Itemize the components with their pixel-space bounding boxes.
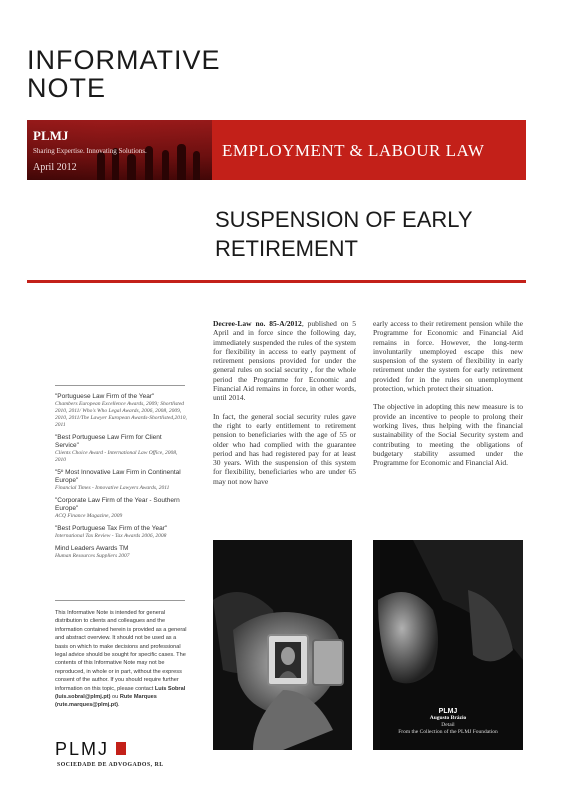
artist-name: Augusto Brázio	[429, 715, 467, 721]
contact-link[interactable]: Luís Sobral (luis.sobral@plmj.pt)	[55, 685, 186, 701]
award-item	[55, 545, 187, 560]
body-column-left	[213, 319, 356, 495]
section-title: EMPLOYMENT & LABOUR LAW	[222, 141, 485, 160]
body-paragraph: early access to their retirement pension while the Programme for Economic and Financial Aid remains in force. However, the long-term involuntarily unemployed escape this new suspension of the system of flexibility in early retirement under the system for early retirement provided for in the rules on unemployment protection, which protect their situation.	[373, 319, 523, 394]
contact-link[interactable]: Rute Marques (rute.marques@plmj.pt)	[55, 694, 157, 709]
award-item	[55, 525, 187, 540]
document-title-line2: RETIREMENT	[215, 236, 358, 261]
body-paragraph	[213, 319, 356, 403]
sidebar-divider	[55, 600, 185, 601]
award-source: Clients Choice Award - International Law Office, 2008, 2010	[55, 450, 178, 463]
note-header-line1: INFORMATIVE	[27, 45, 221, 75]
award-name: Mind Leaders Awards TM	[55, 545, 129, 552]
award-source: International Tax Review - Tax Awards 2006, 2008	[55, 533, 167, 539]
photo-hands-portrait	[213, 540, 352, 750]
award-name: "Best Portuguese Tax Firm of the Year"	[55, 525, 168, 532]
body-paragraph: The objective in adopting this new measure is to provide an incentive to people to prolong their working lives, thus helping with the financial sustainability of the Social Security system and contributing to meeting the obligations of budgetary stability assumed under the Programme for Economic and Financial Aid.	[373, 402, 523, 468]
document-title-line1: SUSPENSION OF EARLY	[215, 207, 473, 232]
award-name: "5º Most Innovative Law Firm in Continental Europe"	[55, 469, 181, 484]
disclaimer-text: This Informative Note is intended for general distribution to clients and colleagues and the information contained herein is provided as a general and abstract overview. It should not be used as a basis on which to make decisions and professional legal advice should be sought for specific cases. The contents of this Informative Note may not be reproduced, in whole or in part, without the express consent of the author. If you should require further information on this topic, please contact	[55, 610, 187, 692]
award-source: Human Resources Suppliers 2007	[55, 553, 130, 559]
paragraph-text: , published on 5 April and in force since the following day, immediately suspended the rules of the system for flexibility in access to early payment of retirement pensions provided for under the general rules on social security , for the whole period the Programme for Economic and Financial Aid remains in force, in other words, until 2014.	[213, 319, 356, 403]
firm-subtitle: SOCIEDADE DE ADVOGADOS, RL	[57, 762, 164, 768]
body-column-right	[373, 319, 523, 476]
award-item	[55, 469, 187, 492]
logo-square	[116, 742, 126, 755]
photo-credit	[373, 708, 523, 736]
note-header-line2: NOTE	[27, 73, 107, 103]
award-source: Financial Times - Innovative Lawyers Awards, 2011	[55, 485, 170, 491]
award-source: ACQ Finance Magazine, 2009	[55, 513, 123, 519]
note-header	[27, 46, 221, 102]
award-item	[55, 434, 187, 464]
award-item	[55, 393, 187, 429]
title-divider	[27, 280, 526, 283]
plmj-foundation-logo: PLMJ	[438, 708, 458, 715]
awards-list	[55, 393, 187, 565]
award-item	[55, 497, 187, 520]
sidebar-divider	[55, 385, 185, 386]
disclaimer-joiner: ou	[110, 694, 120, 701]
plmj-logo: PLMJ	[55, 739, 110, 759]
credit-collection: From the Collection of the PLMJ Foundation	[398, 729, 498, 735]
decree-reference: Decree-Law no. 85-A/2012	[213, 319, 302, 328]
body-paragraph: In fact, the general social security rules gave the right to early entitlement to retirement pension to beneficiaries with the age of 55 or older who had complied with the guarantee period and has had registered pay for at least 30 years. With the suspension of this system for flexibility, beneficiaries who are under 65 may not now have	[213, 411, 356, 486]
award-name: "Portuguese Law Firm of the Year"	[55, 393, 155, 400]
disclaimer	[55, 609, 187, 710]
banner-tagline: Sharing Expertise. Innovating Solutions.	[33, 147, 147, 155]
plmj-banner-logo: PLMJ	[33, 128, 69, 143]
document-title	[215, 205, 525, 263]
award-source: Chambers European Excellence Awards, 2009; Shortlisted 2010, 2011/ Who's Who Legal Awards, 2006, 2008, 2009, 2010, 2011/The Lawyer European Awards-Shortlisted,2010, 2011	[55, 401, 187, 428]
disclaimer-end: .	[117, 702, 120, 709]
issue-date: April 2012	[33, 162, 77, 173]
credit-caption: Detail	[441, 722, 455, 728]
award-name: "Best Portuguese Law Firm for Client Service"	[55, 434, 162, 449]
award-name: "Corporate Law Firm of the Year - Southern Europe"	[55, 497, 180, 512]
